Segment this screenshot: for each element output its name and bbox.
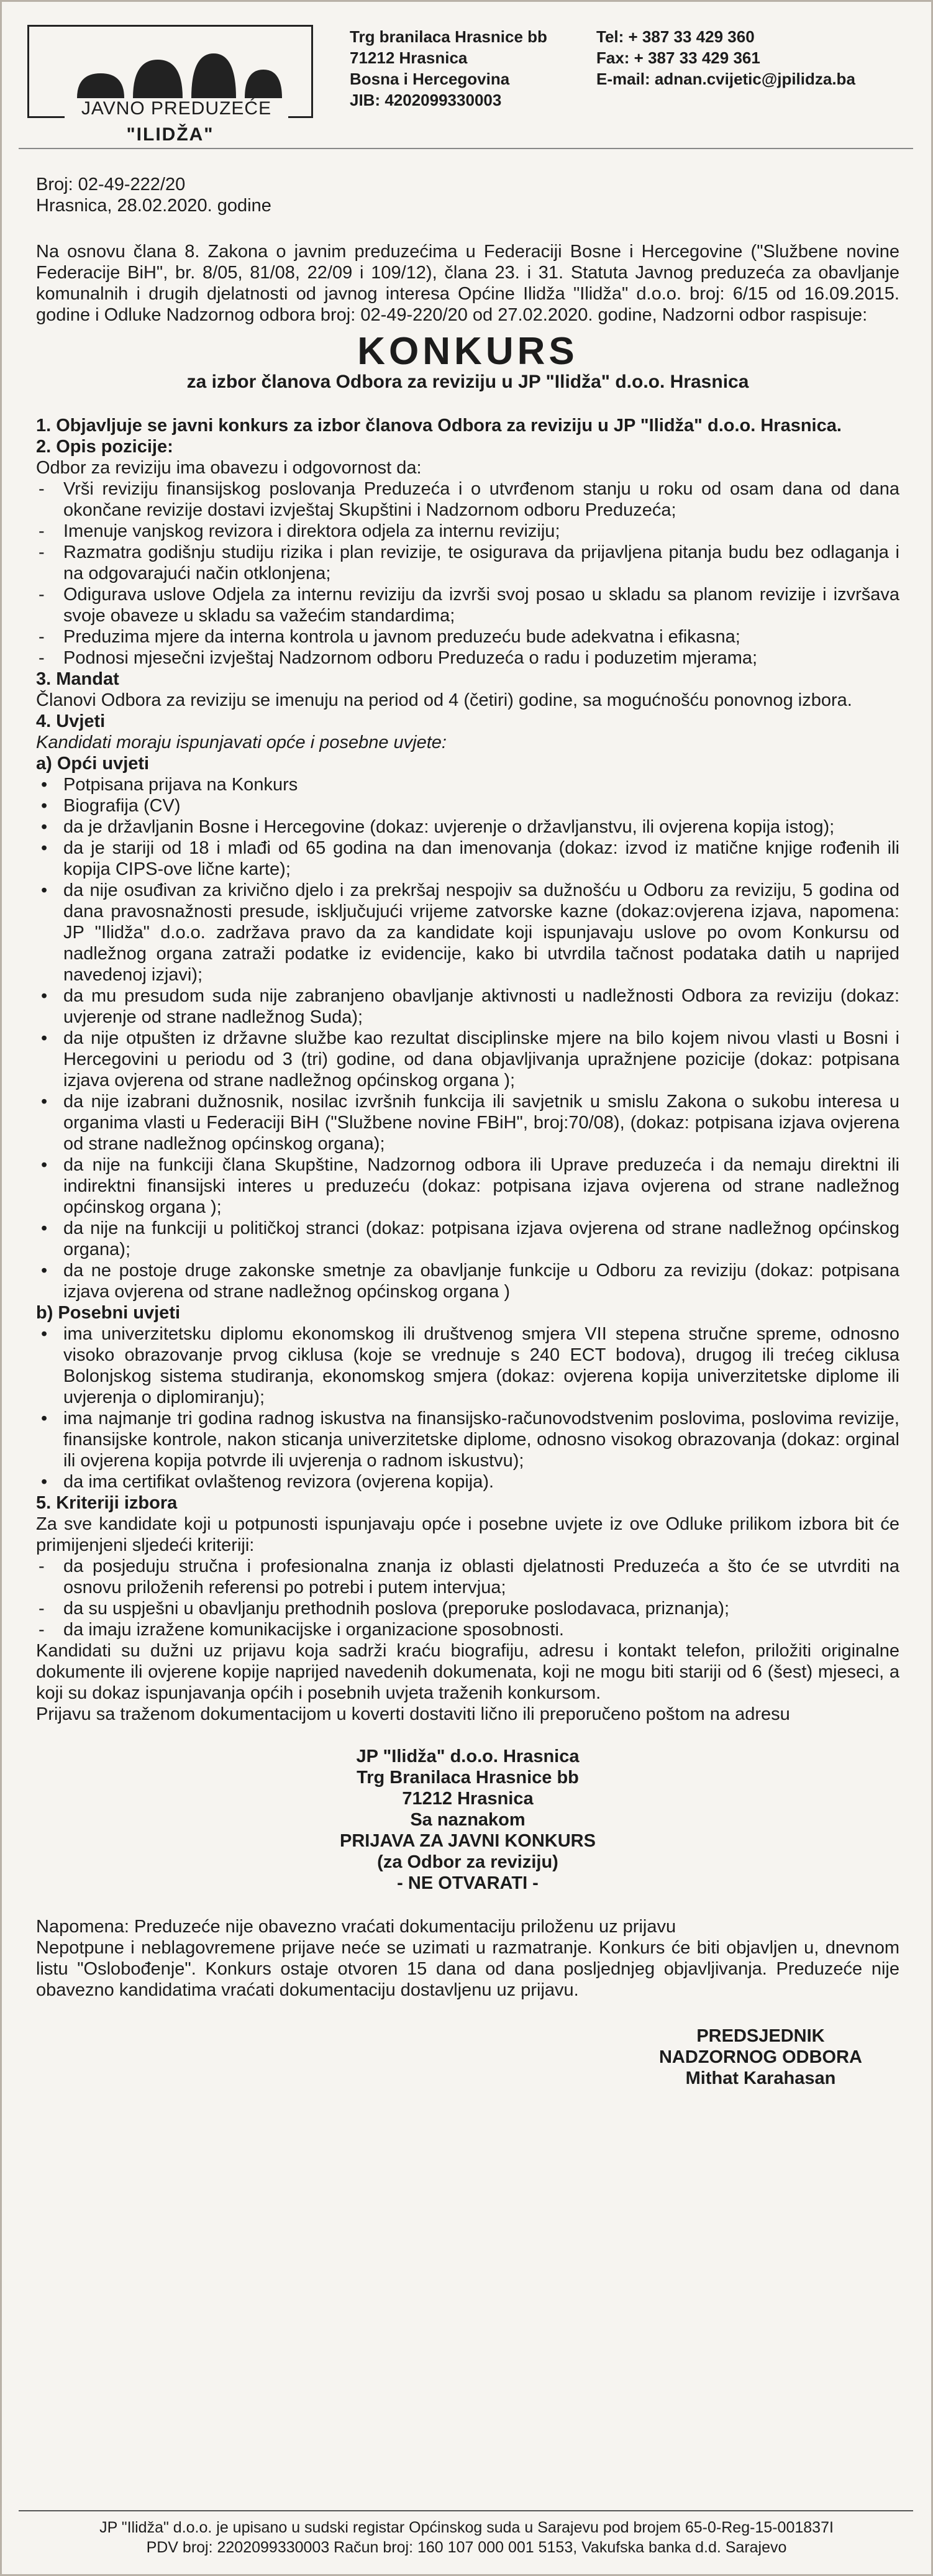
- footer-text: [0, 2518, 933, 2557]
- letterhead: [0, 0, 933, 155]
- section-3-heading: 3. Mandat: [36, 669, 119, 689]
- logo-text: JAVNO PREDUZEĆE: [65, 98, 288, 119]
- list-item: • Potpisana prijava na Konkurs: [36, 774, 899, 795]
- section-1: 1. Objavljuje se javni konkurs za izbor članova Odbora za reviziju u JP "Ilidža" d.o.o. Hrasnica.: [36, 416, 842, 436]
- list-item: • ima univerzitetsku diplomu ekonomskog ili društvenog smjera VII stepena stručne spreme, odnosno visoko obrazovanje prvog ciklusa (koje se vrednuje s 240 ECT bodova), drugog ili trećeg ciklusa Bolonjskog sistema studiranja, ekonomskog smjera (dokaz: ovjerena kopija univerzitetske diplome ili uvjerenja o diplomiranju);: [36, 1323, 899, 1408]
- logo-subtitle: "ILIDŽA": [126, 124, 214, 145]
- list-item: - Podnosi mjesečni izvještaj Nadzornom odboru Preduzeća o radu i poduzetim mjerama;: [36, 647, 899, 669]
- closing-instruction: Prijavu sa traženom dokumentacijom u koverti dostaviti lično ili preporučeno poštom na adresu: [36, 1704, 790, 1724]
- list-item: • da je državljanin Bosne i Hercegovine (dokaz: uvjerenje o državljanstvu, ili ovjerena kopija istog);: [36, 816, 899, 838]
- company-address: [350, 26, 547, 111]
- list-item: • da nije osuđivan za krivično djelo i za prekršaj nespojiv sa dužnošću u Odboru za reviziju, 5 godina od dana pravosnažnosti presude, isključujući vrijeme zatvorske kazne (dokaz:ovjerena izjava, napomena: JP "Ilidža" d.o.o. zadržava pravo da za kandidate koji ispunjavaju uslove po ovom Konkursu od nadležnog organa zatraži podatke iz evidencije, kako bi utvrdila tačnost podataka datih u naprijed navedenoj izjavi);: [36, 880, 899, 985]
- list-item: • da je stariji od 18 i mlađi od 65 godina na dan imenovanja (dokaz: izvod iz matične knjige rođenih ili kopija CIPS-ove lične karte);: [36, 838, 899, 880]
- section-4-lead: Kandidati moraju ispunjavati opće i posebne uvjete:: [36, 733, 447, 752]
- special-conditions-heading: b) Posebni uvjeti: [36, 1303, 181, 1323]
- address-line: Trg branilaca Hrasnice bb: [350, 27, 547, 46]
- list-item: • da ima certifikat ovlaštenog revizora (ovjerena kopija).: [36, 1471, 899, 1492]
- company-logo: [27, 25, 319, 145]
- note-paragraph: Napomena: Preduzeće nije obavezno vraćati dokumentaciju priloženu uz prijavu Nepotpune i neblagovremene prijave neće se uzimati u razmatranje. Konkurs će biti objavljen u, dnevnom listu "Oslobođenje". Konkurs ostaje otvoren 15 dana od dana posljednjeg objavljivanja. Preduzeće nije obavezno kandidatima vraćati dokumentaciju dostavljenu uz prijavu.: [36, 1917, 899, 2000]
- section-2-heading: 2. Opis pozicije:: [36, 437, 173, 457]
- general-conditions-list: [36, 774, 899, 1302]
- list-item: - Vrši reviziju finansijskog poslovanja Preduzeća i o utvrđenom stanju u roku od osam dana od dana okončane revizije dostavi izvještaj Skupštini i Nadzornom odboru Preduzeća;: [36, 478, 899, 521]
- section-3-text: Članovi Odbora za reviziju se imenuju na period od 4 (četiri) godine, sa mogućnošću ponovnog izbora.: [36, 690, 852, 710]
- document-date: Hrasnica, 28.02.2020. godine: [36, 196, 271, 216]
- list-item: • da nije na funkciji člana Skupštine, Nadzornog odbora ili Uprave preduzeća i da nemaju direktni ili indirektni finansijski interes u preduzeću (dokaz: potpisana izjava ovjerena od strane nadležnog općinskog organa );: [36, 1154, 899, 1218]
- footer-divider: [19, 2510, 913, 2511]
- section-5-lead: Za sve kandidate koji u potpunosti ispunjavaju opće i posebne uvjete iz ove Odluke prilikom izbora bit će primijenjeni sljedeći kriteriji:: [36, 1514, 899, 1555]
- signature-line: Mithat Karahasan: [685, 2068, 836, 2088]
- document-title: KONKURS: [357, 330, 578, 373]
- list-item: • Biografija (CV): [36, 795, 899, 816]
- document-body: [36, 174, 899, 2089]
- section-4-heading: 4. Uvjeti: [36, 711, 106, 731]
- company-contact: [596, 26, 855, 89]
- document-meta: [36, 174, 899, 216]
- signature-line: PREDSJEDNIK: [696, 2026, 825, 2046]
- list-item: • da nije na funkciji u političkoj stranci (dokaz: potpisana izjava ovjerena od strane nadležnog općinskog organa);: [36, 1218, 899, 1260]
- special-conditions-list: [36, 1323, 899, 1492]
- section-5-heading: 5. Kriteriji izbora: [36, 1493, 178, 1513]
- address-line: JIB: 4202099330003: [350, 91, 502, 109]
- section-2-lead: Odbor za reviziju ima obavezu i odgovornost da:: [36, 458, 422, 478]
- address-line: Sa naznakom: [410, 1810, 526, 1830]
- list-item: - Odigurava uslove Odjela za internu reviziju da izvrši svoj posao u skladu sa planom revizije i izvršava svoje obaveze u skladu sa važećim standardima;: [36, 584, 899, 626]
- footer-line: JP "Ilidža" d.o.o. je upisano u sudski registar Općinskog suda u Sarajevu pod brojem 65-0-Reg-15-001837I: [99, 2519, 834, 2536]
- submission-address: [36, 1746, 899, 1894]
- address-line: PRIJAVA ZA JAVNI KONKURS: [340, 1831, 596, 1851]
- contact-line: Fax: + 387 33 429 361: [596, 48, 760, 67]
- list-item: • da nije izabrani dužnosnik, nosilac izvršnih funkcija ili savjetnik u smislu Zakona o sukobu interesa u organima vlasti u Federaciji BiH ("Službene novine FBiH", broj:70/08), (dokaz: potpisana izjava ovjerena od strane nadležnog općinskog organa);: [36, 1091, 899, 1154]
- intro-paragraph: Na osnovu člana 8. Zakona o javnim preduzećima u Federaciji Bosne i Hercegovine ("Službene novine Federacije BiH", br. 8/05, 81/08, 22/09 i 109/12), člana 23. i 31. Statuta Javnog preduzeća za obavljanje komunalnih i drugih djelatnosti od javnog interesa Općine Ilidža "Ilidža" d.o.o. broj: 6/15 od 16.09.2015. godine i Odluke Nadzornog odbora broj: 02-49-220/20 od 27.02.2020. godine, Nadzorni odbor raspisuje:: [36, 242, 899, 325]
- address-line: Bosna i Hercegovina: [350, 70, 510, 88]
- list-item: • ima najmanje tri godina radnog iskustva na finansijsko-računovodstvenim poslovima, poslovima revizije, finansijske kontrole, nakon sticanja univerzitetske diplome, odnosno visokog obrazovanja (dokaz: orginal ili ovjerena kopija potvrde ili uvjerenja o radnom iskustvu);: [36, 1408, 899, 1471]
- general-conditions-heading: a) Opći uvjeti: [36, 754, 150, 774]
- header-divider: [19, 148, 913, 149]
- address-line: 71212 Hrasnica: [350, 48, 468, 67]
- section-2-list: [36, 478, 899, 669]
- list-item: • da mu presudom suda nije zabranjeno obavljanje aktivnosti u nadležnosti Odbora za reviziju (dokaz: uvjerenje od strane nadležnog Suda);: [36, 985, 899, 1028]
- list-item: - Preduzima mjere da interna kontrola u javnom preduzeću bude adekvatna i efikasna;: [36, 626, 899, 647]
- footer-line: PDV broj: 2202099330003 Račun broj: 160 107 000 001 5153, Vakufska banka d.d. Sarajevo: [146, 2539, 787, 2556]
- contact-line: E-mail: adnan.cvijetic@jpilidza.ba: [596, 70, 855, 88]
- signature-line: NADZORNOG ODBORA: [658, 2047, 862, 2067]
- list-item: - da posjeduju stručna i profesionalna znanja iz oblasti djelatnosti Preduzeća a što će se utvrditi na osnovu priloženih referensi po potrebi i putem intervjua;: [36, 1556, 899, 1598]
- address-line: (za Odbor za reviziju): [377, 1852, 558, 1872]
- document-subtitle: za izbor članova Odbora za reviziju u JP "Ilidža" d.o.o. Hrasnica: [186, 372, 749, 392]
- document-number: Broj: 02-49-222/20: [36, 175, 186, 194]
- address-line: Trg Branilaca Hrasnice bb: [357, 1768, 579, 1788]
- address-line: 71212 Hrasnica: [402, 1789, 534, 1809]
- section-5-list: [36, 1556, 899, 1640]
- address-line: - NE OTVARATI -: [397, 1873, 539, 1893]
- list-item: • da ne postoje druge zakonske smetnje za obavljanje funkcije u Odboru za reviziju (dokaz: potpisana izjava ovjerena od strane nadležnog općinskog organa ): [36, 1260, 899, 1302]
- list-item: - da imaju izražene komunikacijske i organizacione sposobnosti.: [36, 1619, 899, 1640]
- signature-text: [659, 2026, 899, 2089]
- list-item: • da nije otpušten iz državne službe kao rezultat disciplinske mjere na bilo kojem nivou vlasti u Bosni i Hercegovini u periodu od 3 (tri) godine, od dana objavljivanja upražnjene pozicije (dokaz: potpisana izjava ovjerena od strane nadležnog općinskog organa );: [36, 1028, 899, 1091]
- contact-line: Tel: + 387 33 429 360: [596, 27, 755, 46]
- signature-block: [36, 2026, 899, 2089]
- address-line: JP "Ilidža" d.o.o. Hrasnica: [356, 1747, 580, 1766]
- list-item: - Imenuje vanjskog revizora i direktora odjela za internu reviziju;: [36, 521, 899, 542]
- list-item: - da su uspješni u obavljanju prethodnih poslova (preporuke poslodavaca, priznanja);: [36, 1598, 899, 1619]
- closing-paragraph: Kandidati su dužni uz prijavu koja sadrži kraću biografiju, adresu i kontakt telefon, priložiti originalne dokumente ili ovjerene kopije naprijed navedenih dokumenata, koji ne mogu biti stariji od 6 (šest) mjeseci, a koji su dokaz ispunjavanja općih i posebnih uvjeta traženih konkursom.: [36, 1641, 899, 1703]
- list-item: - Razmatra godišnju studiju rizika i plan revizije, te osigurava da prijavljena pitanja budu bez odlaganja i na odgovarajući način otklonjena;: [36, 542, 899, 584]
